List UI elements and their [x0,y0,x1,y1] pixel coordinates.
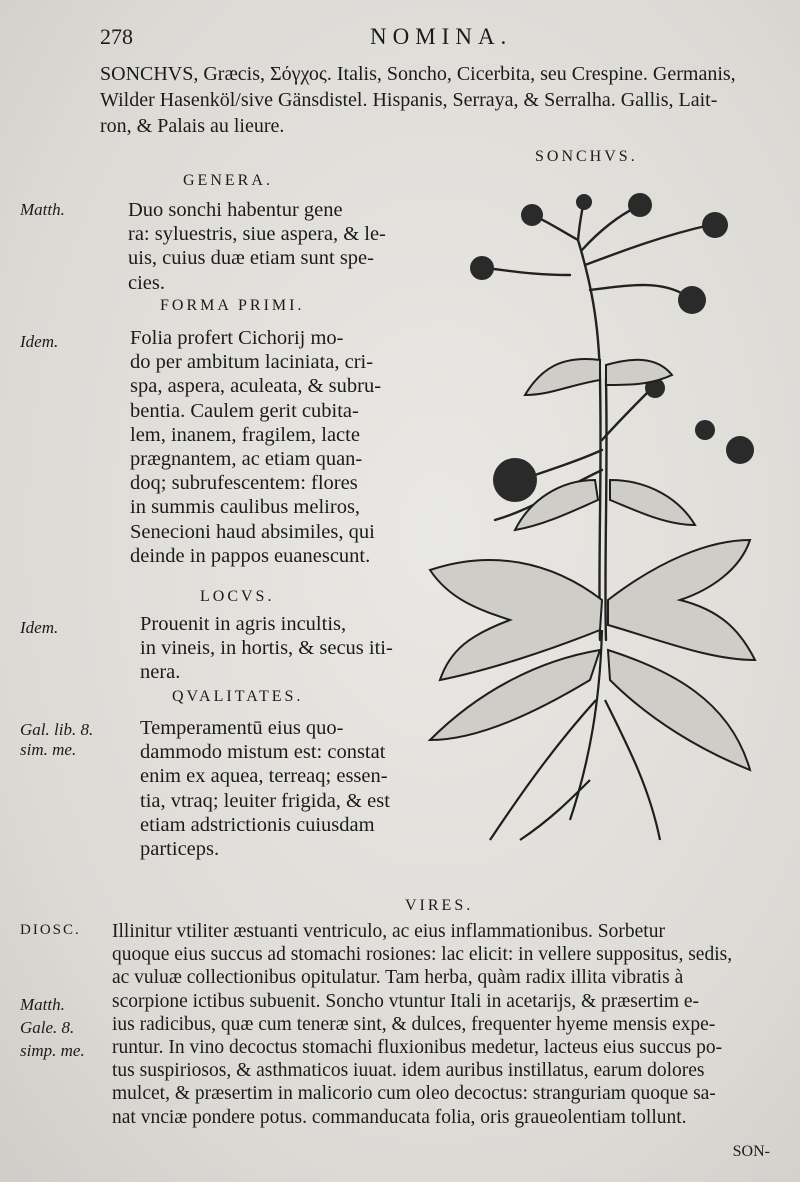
text-vires: Illinitur vtiliter æstuanti ventriculo, ac eius inflammationibus. Sorbetur quoque eius succus ad stomachi rosiones: lac elicit: in vellere suppositus, sedis, ac vuluæ collectionibus opitulatur. Tam herba, quàm radix illita vibratis à scorpione ictibus subuenit. Soncho vtuntur Itali in acetarijs, & præsertim e- ius radicibus, quæ cum teneræ sint, & dulces, frequenter hyeme mensis expe- runtur. In vino decoctus stomachi fluxionibus medetur, lacteus eius succus po- tus suspiriosos, & asthmaticos iuuat. idem auribus instillatus, earum dolores mulcet, & præsertim in malicorio cum oleo decoctus: stranguriam quoque sa- nat vnciæ pondere potus. commanducata folia, oris graueolentiam tollunt. [112,921,733,1128]
catchword: SON- [732,1143,770,1160]
text-locus: Prouenit in agris incultis, in vineis, in hortis, & secus iti- nera. [140,613,393,684]
margin-note-qualitates: Gal. lib. 8. sim. me. [20,720,94,759]
margin-note-matth: Matth. [20,995,65,1014]
text-forma: Folia profert Cichorij mo- do per ambitum laciniata, cri- spa, aspera, aculeata, & subru- bentia. Caulem gerit cubita- lem, inanem, fragilem, lacte prægnantem, ac etiam quan- doq; subrufescentem: flores in summis caulibus meliros, Senecioni haud absimiles, qui deinde in pappos euanescunt. [130,327,382,567]
synonyms-line-3: ron, & Palais au lieure. [100,115,285,137]
text-genera: Duo sonchi habentur gene ra: syluestris, siue aspera, & le- uis, cuius duæ etiam sunt spe- cies. [128,199,386,294]
margin-note-forma: Idem. [20,332,59,351]
heading-locus: LOCVS. [200,588,275,605]
heading-genera: GENERA. [183,172,273,189]
heading-vires: VIRES. [405,897,474,914]
margin-note-locus: Idem. [20,618,59,637]
running-head: NOMINA. [370,24,513,49]
heading-qualitates: QVALITATES. [172,688,304,705]
plant-caption: SONCHVS. [535,148,638,165]
page-number: 278 [100,24,133,49]
synonyms-line-1: SONCHVS, Græcis, Σόγχος. Italis, Soncho, Cicerbita, seu Crespine. Germanis, [100,63,736,85]
margin-note-genera: Matth. [20,200,65,219]
margin-note-simp: simp. me. [20,1041,85,1060]
sonchus-woodcut-illustration [410,180,780,860]
text-qualitates: Temperamentū eius quo- dammodo mistum est: constat enim ex aquea, terreaq; essen- tia, vtraq; leuiter frigida, & est etiam adstrictionis cuiusdam particeps. [140,717,390,861]
margin-note-diosc: DIOSC. [20,922,81,938]
synonyms-line-2: Wilder Hasenköl/sive Gänsdistel. Hispanis, Serraya, & Serralha. Gallis, Lait- [100,89,718,111]
margin-note-gale: Gale. 8. [20,1018,75,1037]
heading-forma: FORMA PRIMI. [160,297,305,314]
